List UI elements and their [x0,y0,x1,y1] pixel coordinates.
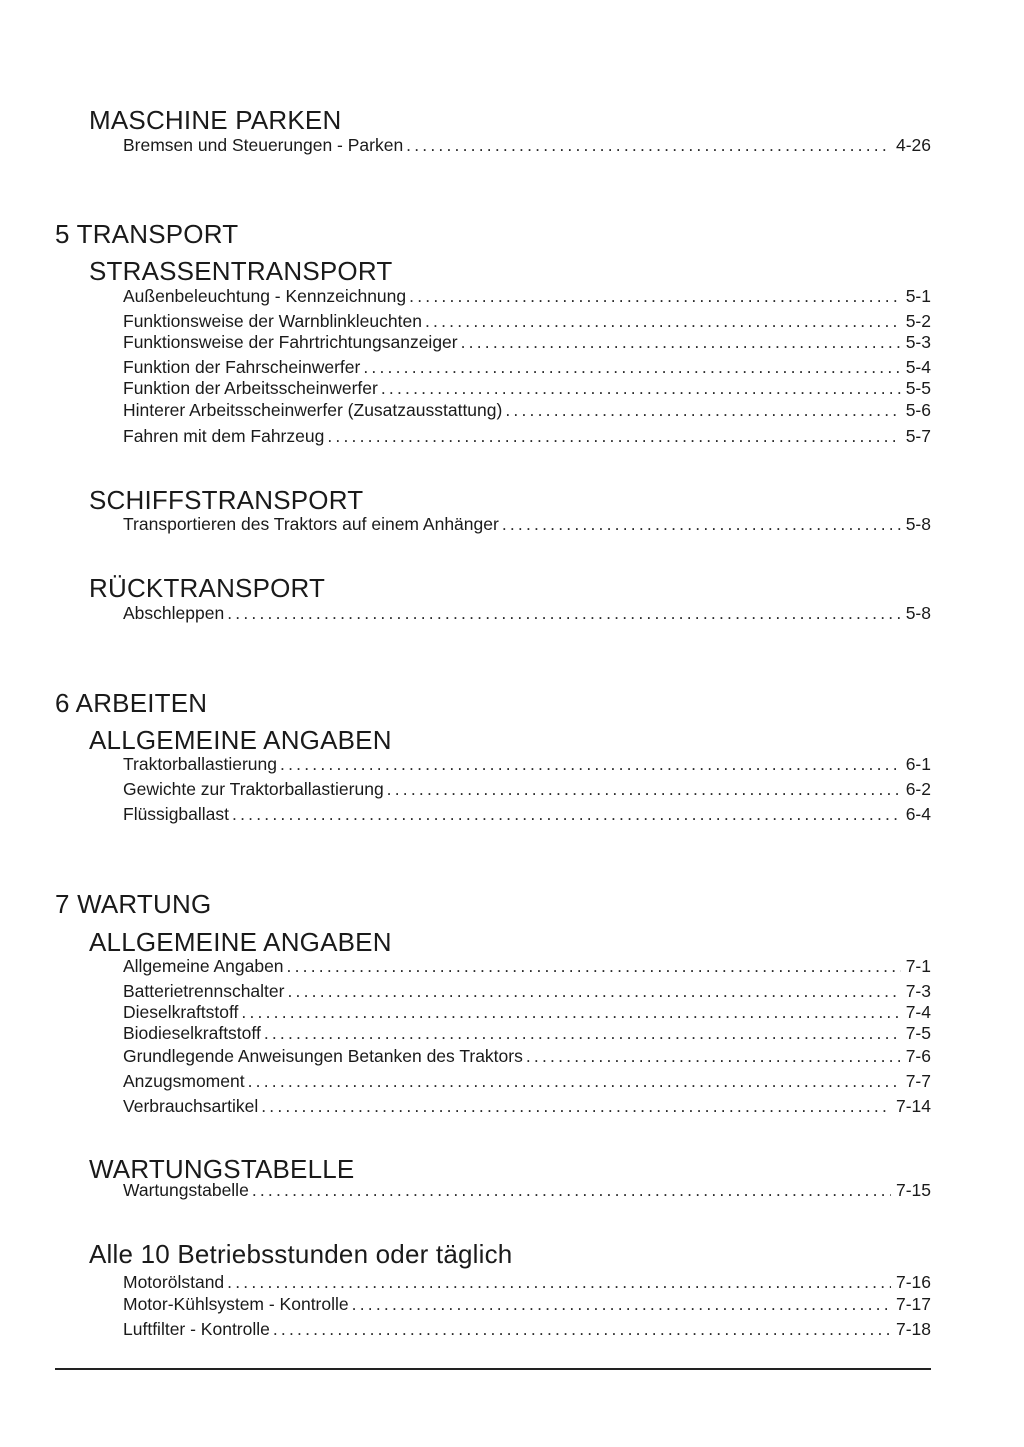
toc-entry-title: Anzugsmoment [123,1071,245,1091]
leader-dots [505,399,900,421]
leader-dots [227,602,901,624]
toc-entry-title: Gewichte zur Traktorballastierung [123,779,384,799]
section-heading-schiffstransport: SCHIFFSTRANSPORT [89,485,364,515]
leader-dots [280,753,901,775]
leader-dots [252,1179,891,1201]
toc-entry-page: 5-8 [905,514,931,534]
toc-entry[interactable] [123,331,931,353]
toc-entry-page: 5-6 [905,400,931,420]
leader-dots [248,1070,901,1092]
toc-entry-title: Biodieselkraftstoff [123,1023,261,1043]
toc-entry-page: 7-14 [895,1096,931,1116]
toc-entry-title: Außenbeleuchtung - Kennzeichnung [123,286,407,306]
leader-dots [352,1293,891,1315]
toc-entry[interactable] [123,1271,931,1293]
leader-dots [425,310,901,332]
toc-entry[interactable] [123,285,931,307]
toc-entry[interactable] [123,1022,931,1044]
toc-entry-page: 7-6 [905,1046,931,1066]
chapter-heading-7-wartung: 7 WARTUNG [55,889,212,919]
leader-dots [502,513,901,535]
toc-entry-title: Luftfilter - Kontrolle [123,1319,270,1339]
toc-entry[interactable] [123,1045,931,1067]
toc-entry[interactable] [123,310,931,332]
leader-dots [232,803,901,825]
toc-entry[interactable] [123,955,931,977]
toc-entry-page: 6-1 [905,754,931,774]
section-heading-alle-10-betriebsstunden: Alle 10 Betriebsstunden oder täglich [89,1239,513,1269]
toc-entry-title: Funktion der Arbeitsscheinwerfer [123,378,378,398]
toc-entry[interactable] [123,753,931,775]
toc-entry-page: 7-16 [895,1272,931,1292]
toc-entry[interactable] [123,980,931,1002]
section-heading-allgemeine-angaben: ALLGEMEINE ANGABEN [89,725,392,755]
toc-entry-title: Flüssigballast [123,804,230,824]
leader-dots [287,980,900,1002]
footer-divider [55,1368,931,1370]
section-heading-wartungstabelle: WARTUNGSTABELLE [89,1154,355,1184]
toc-entry-title: Motorölstand [123,1272,225,1292]
section-heading-allgemeine-angaben: ALLGEMEINE ANGABEN [89,927,392,957]
leader-dots [261,1095,891,1117]
leader-dots [264,1022,901,1044]
toc-entry[interactable] [123,1179,931,1201]
chapter-heading-6-arbeiten: 6 ARBEITEN [55,688,208,718]
toc-entry[interactable] [123,778,931,800]
section-heading-ruecktransport: RÜCKTRANSPORT [89,573,326,603]
toc-entry-page: 7-3 [905,981,931,1001]
toc-entry-title: Dieselkraftstoff [123,1002,239,1022]
toc-entry-title: Verbrauchsartikel [123,1096,259,1116]
leader-dots [327,425,900,447]
leader-dots [409,285,901,307]
toc-entry-page: 5-3 [905,332,931,352]
toc-entry-title: Traktorballastierung [123,754,278,774]
toc-entry-title: Batterietrennschalter [123,981,285,1001]
chapter-heading-5-transport: 5 TRANSPORT [55,219,239,249]
toc-entry-page: 5-1 [905,286,931,306]
leader-dots [241,1001,900,1023]
section-heading-maschine-parken: MASCHINE PARKEN [89,105,342,135]
toc-entry-title: Funktionsweise der Warnblinkleuchten [123,311,422,331]
toc-entry-page: 5-2 [905,311,931,331]
toc-entry-page: 6-4 [905,804,931,824]
leader-dots [381,377,901,399]
leader-dots [363,356,900,378]
toc-entry-page: 7-5 [905,1023,931,1043]
toc-entry[interactable] [123,1070,931,1092]
toc-entry-title: Fahren mit dem Fahrzeug [123,426,325,446]
leader-dots [406,134,891,156]
leader-dots [526,1045,901,1067]
toc-entry-page: 5-7 [905,426,931,446]
leader-dots [287,955,901,977]
toc-entry-title: Funktionsweise der Fahrtrichtungsanzeiger [123,332,458,352]
toc-entry-title: Wartungstabelle [123,1180,249,1200]
toc-entry-title: Funktion der Fahrscheinwerfer [123,357,361,377]
toc-entry-title: Motor-Kühlsystem - Kontrolle [123,1294,349,1314]
toc-entry[interactable] [123,399,931,421]
toc-entry-page: 7-7 [905,1071,931,1091]
toc-entry[interactable] [123,1293,931,1315]
toc-entry-page: 7-18 [895,1319,931,1339]
toc-entry-page: 7-1 [905,956,931,976]
toc-entry-page: 5-8 [905,603,931,623]
toc-entry[interactable] [123,803,931,825]
toc-entry[interactable] [123,377,931,399]
toc-entry-page: 4-26 [895,135,931,155]
toc-entry-page: 7-17 [895,1294,931,1314]
toc-entry-page: 7-15 [895,1180,931,1200]
toc-entry-bremsen-parken[interactable] [123,134,931,156]
leader-dots [461,331,901,353]
leader-dots [387,778,901,800]
toc-entry-title: Transportieren des Traktors auf einem Anhänger [123,514,499,534]
toc-entry[interactable] [123,1095,931,1117]
toc-entry-title: Bremsen und Steuerungen - Parken [123,135,404,155]
leader-dots [273,1318,891,1340]
toc-entry-page: 5-4 [905,357,931,377]
toc-entry[interactable] [123,425,931,447]
toc-entry-page: 5-5 [905,378,931,398]
toc-entry-page: 7-4 [905,1002,931,1022]
section-heading-strassentransport: STRASSENTRANSPORT [89,256,393,286]
toc-entry-page: 6-2 [905,779,931,799]
toc-entry-title: Hinterer Arbeitsscheinwerfer (Zusatzausstattung) [123,400,503,420]
toc-entry-title: Allgemeine Angaben [123,956,284,976]
toc-entry[interactable] [123,356,931,378]
toc-entry[interactable] [123,513,931,535]
toc-entry-title: Grundlegende Anweisungen Betanken des Traktors [123,1046,523,1066]
toc-entry-title: Abschleppen [123,603,225,623]
leader-dots [227,1271,891,1293]
toc-entry[interactable] [123,602,931,624]
toc-entry[interactable] [123,1001,931,1023]
toc-entry[interactable] [123,1318,931,1340]
